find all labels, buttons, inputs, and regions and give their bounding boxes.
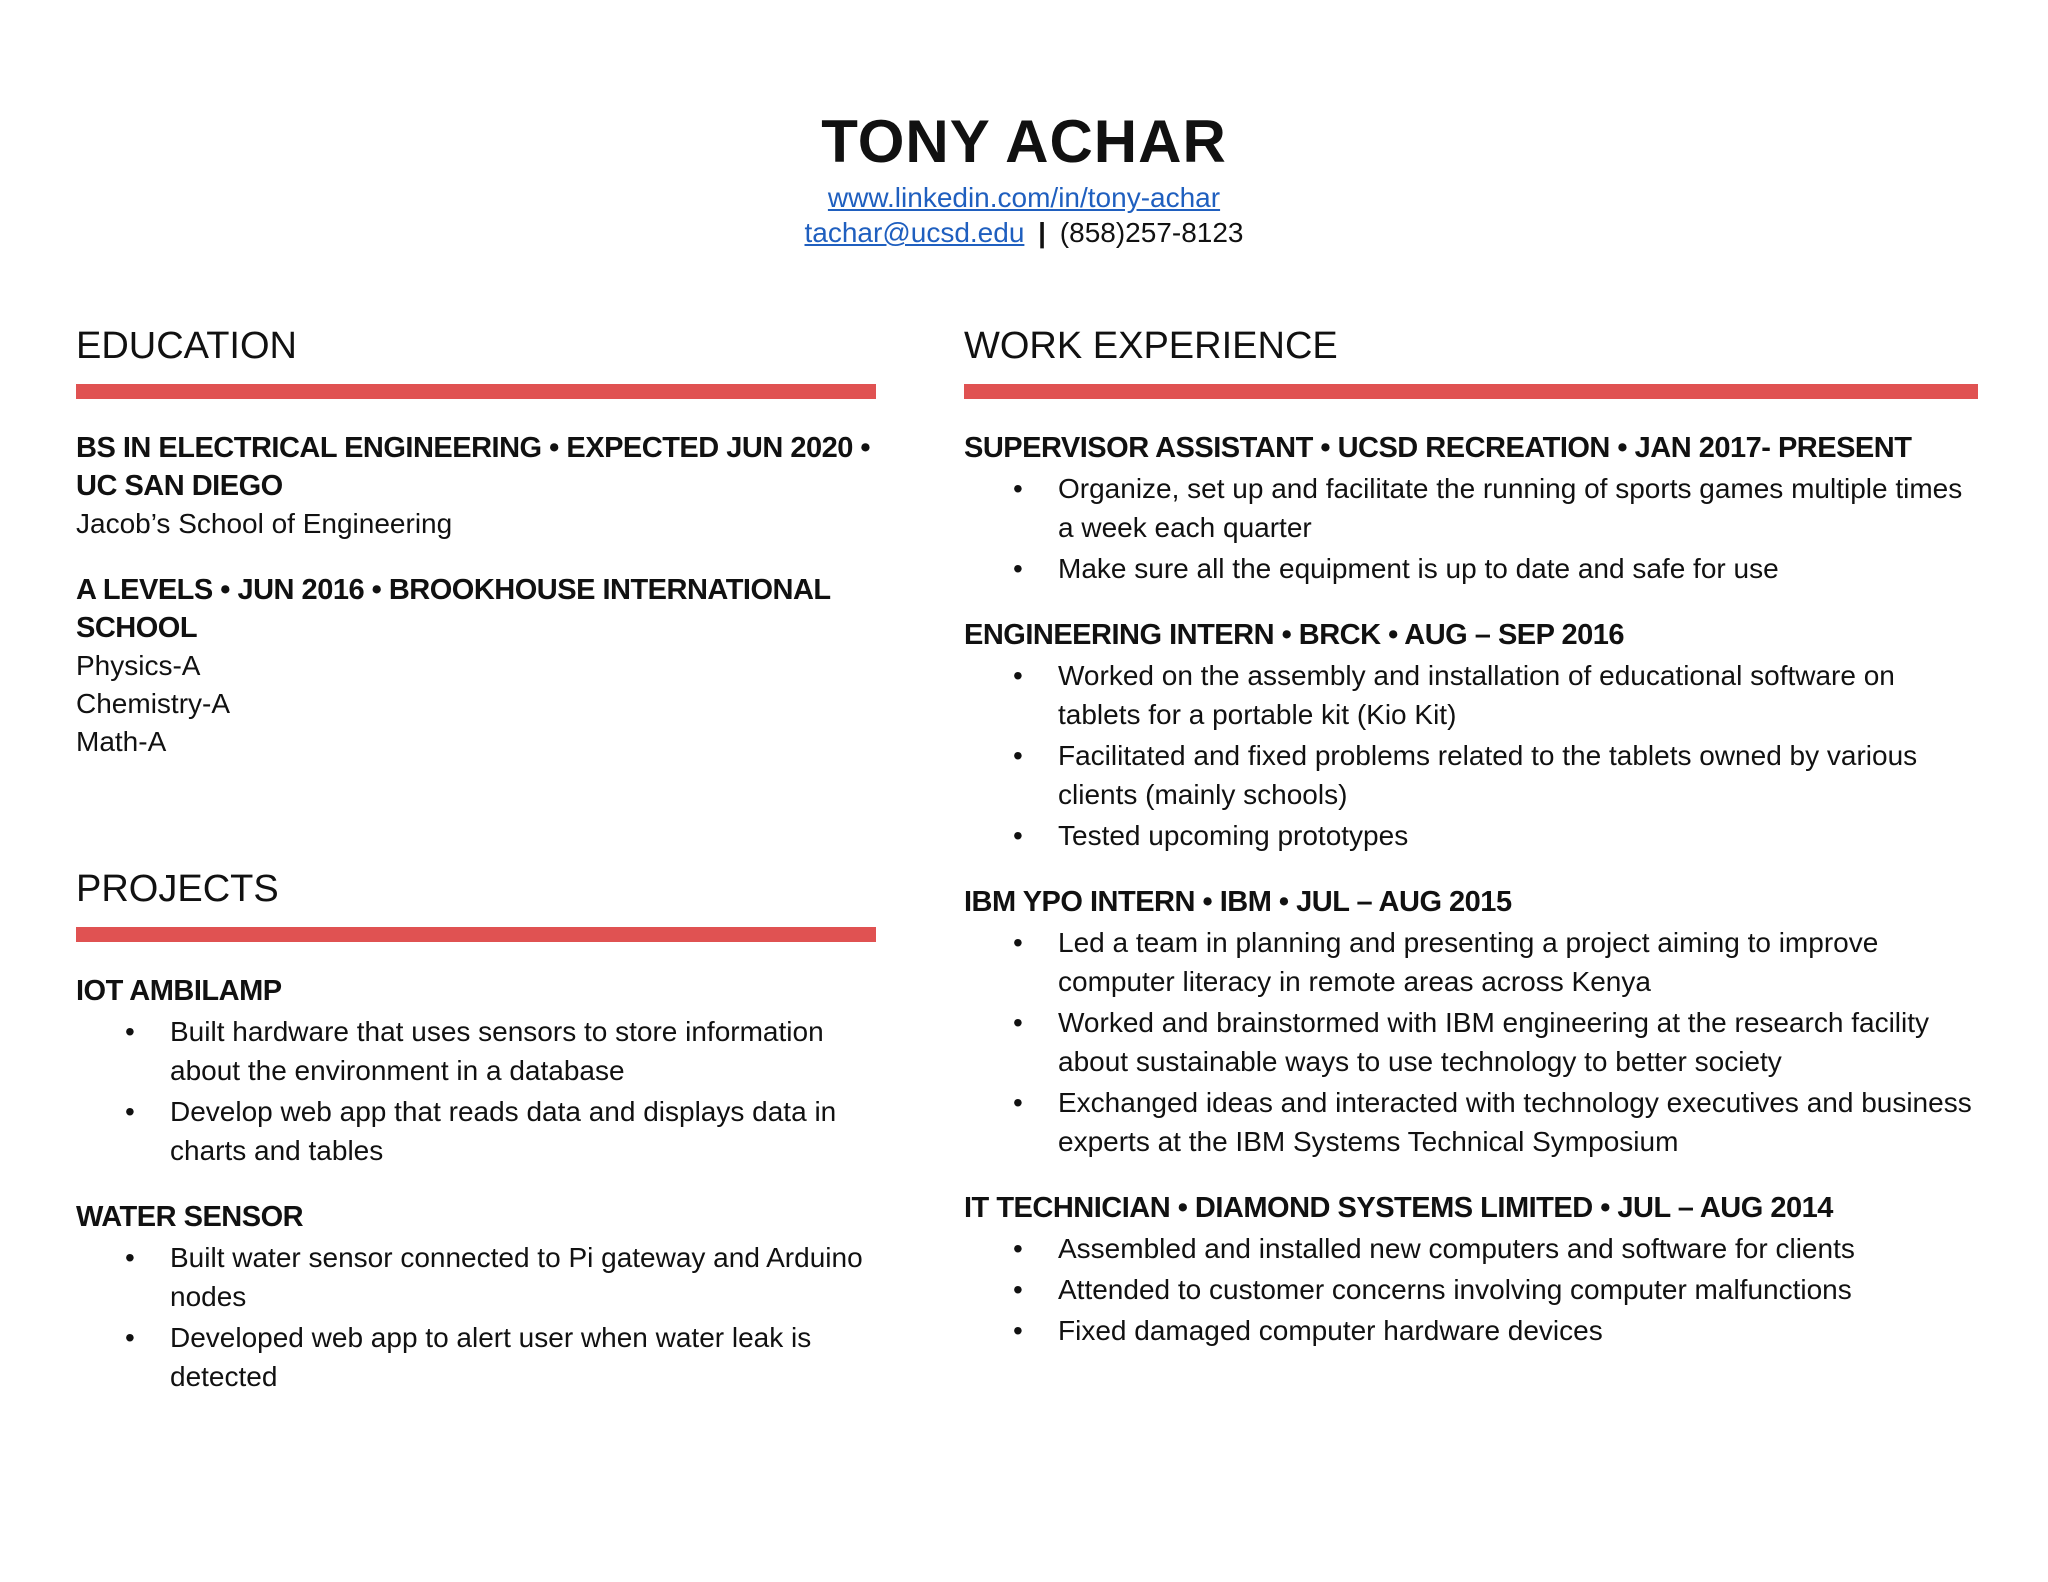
job-entry (964, 883, 1978, 1161)
bullet-item: • Developed web app to alert user when water leak is detected (170, 1318, 876, 1396)
bullet-item: • Worked and brainstormed with IBM engineering at the research facility about sustainable ways to use technology to better society (1058, 1003, 1978, 1081)
bullet-item: • Attended to customer concerns involving computer malfunctions (1058, 1270, 1978, 1309)
section-divider (76, 384, 876, 399)
projects-title: PROJECTS (76, 868, 279, 910)
projects-section (76, 867, 876, 1396)
education-detail: Math-A (76, 726, 167, 757)
job-entry (964, 616, 1978, 855)
education-heading: A LEVELS • JUN 2016 • BROOKHOUSE INTERNATIONAL SCHOOL (76, 574, 831, 644)
work-experience-title: WORK EXPERIENCE (964, 325, 1338, 367)
bullet-item: • Tested upcoming prototypes (1058, 816, 1978, 855)
project-heading: WATER SENSOR (76, 1201, 304, 1233)
bullet-item: • Develop web app that reads data and displays data in charts and tables (170, 1092, 876, 1170)
job-heading: ENGINEERING INTERN • BRCK • AUG – SEP 2016 (964, 619, 1625, 651)
work-experience-section (964, 324, 1978, 1350)
project-bullets (76, 1012, 876, 1170)
bullet-item: • Organize, set up and facilitate the running of sports games multiple times a week each quarter (1058, 469, 1978, 547)
email-phone-line (0, 215, 2048, 250)
project-entry (76, 1198, 876, 1396)
email-link[interactable]: tachar@ucsd.edu (804, 217, 1025, 248)
job-bullets (964, 469, 1978, 588)
job-bullets (964, 1229, 1978, 1350)
contact-separator: | (1038, 217, 1047, 248)
left-column (76, 316, 876, 1424)
bullet-item: • Built hardware that uses sensors to store information about the environment in a database (170, 1012, 876, 1090)
resume-header (0, 104, 2048, 250)
project-heading: IOT AMBILAMP (76, 975, 282, 1007)
linkedin-line (0, 180, 2048, 215)
job-entry (964, 1189, 1978, 1350)
education-entry (76, 571, 876, 761)
bullet-item: • Led a team in planning and presenting a project aiming to improve computer literacy in remote areas across Kenya (1058, 923, 1978, 1001)
job-heading: SUPERVISOR ASSISTANT • UCSD RECREATION • JAN 2017- PRESENT (964, 432, 1912, 464)
education-detail: Physics-A (76, 650, 201, 681)
section-divider (964, 384, 1978, 399)
job-entry (964, 429, 1978, 588)
bullet-item: • Assembled and installed new computers and software for clients (1058, 1229, 1978, 1268)
job-bullets (964, 923, 1978, 1161)
education-detail: Jacob’s School of Engineering (76, 508, 453, 539)
education-title: EDUCATION (76, 325, 297, 367)
right-column (964, 316, 1978, 1378)
section-spacer (76, 789, 876, 859)
bullet-item: • Built water sensor connected to Pi gateway and Arduino nodes (170, 1238, 876, 1316)
bullet-item: • Facilitated and fixed problems related to the tablets owned by various clients (mainly schools) (1058, 736, 1978, 814)
job-heading: IT TECHNICIAN • DIAMOND SYSTEMS LIMITED • JUL – AUG 2014 (964, 1192, 1833, 1224)
project-entry (76, 972, 876, 1170)
phone-number: (858)257-8123 (1059, 217, 1244, 248)
bullet-item: • Make sure all the equipment is up to date and safe for use (1058, 549, 1978, 588)
bullet-item: • Exchanged ideas and interacted with technology executives and business experts at the IBM Systems Technical Symposium (1058, 1083, 1978, 1161)
job-bullets (964, 656, 1978, 855)
education-entry (76, 429, 876, 543)
education-detail: Chemistry-A (76, 688, 231, 719)
job-heading: IBM YPO INTERN • IBM • JUL – AUG 2015 (964, 886, 1512, 918)
education-section (76, 324, 876, 761)
project-bullets (76, 1238, 876, 1396)
bullet-item: • Fixed damaged computer hardware devices (1058, 1311, 1978, 1350)
linkedin-link[interactable]: www.linkedin.com/in/tony-achar (827, 182, 1221, 213)
bullet-item: • Worked on the assembly and installation of educational software on tablets for a portable kit (Kio Kit) (1058, 656, 1978, 734)
candidate-name: TONY ACHAR (821, 108, 1227, 175)
section-divider (76, 927, 876, 942)
education-heading: BS IN ELECTRICAL ENGINEERING • EXPECTED JUN 2020 • UC SAN DIEGO (76, 432, 871, 502)
